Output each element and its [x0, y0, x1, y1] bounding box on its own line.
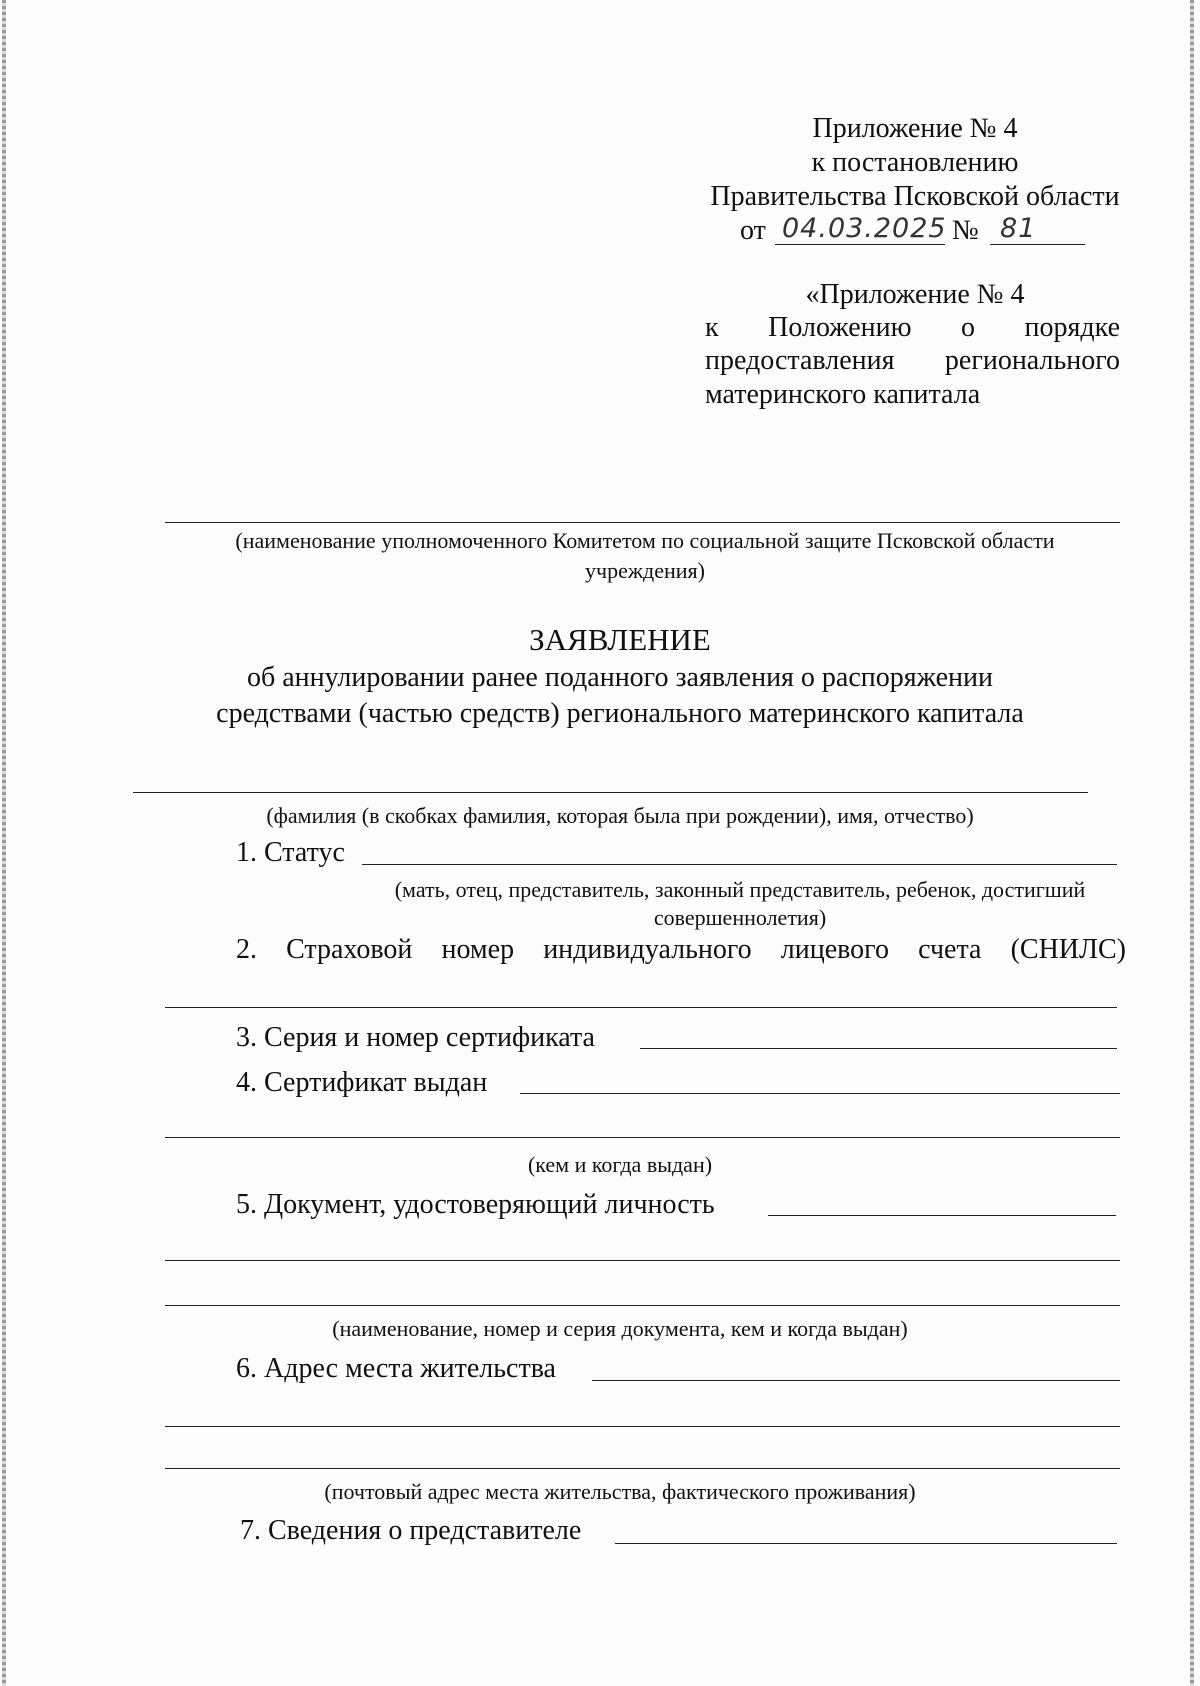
date-line: [775, 244, 945, 245]
address-line-2: [165, 1426, 1120, 1427]
identity-doc-label: 5. Документ, удостоверяющий личность: [236, 1189, 715, 1220]
address-line-1: [592, 1380, 1120, 1381]
scan-edge-left: [2, 0, 6, 1686]
cert-issued-line-1: [520, 1093, 1120, 1094]
cert-series-label: 3. Серия и номер сертификата: [236, 1022, 595, 1053]
institution-caption: (наименование уполномоченного Комитетом по социальной защите Псковской области учреждения): [235, 528, 1055, 583]
identity-doc-line-2: [165, 1260, 1120, 1261]
header-line-1: Приложение № 4: [812, 113, 1018, 144]
cert-issued-label: 4. Сертификат выдан: [236, 1067, 488, 1098]
cert-issued-line-2: [165, 1137, 1120, 1138]
annex-line-3: предоставления регионального: [705, 345, 1120, 376]
header-line-2: к постановлению: [811, 147, 1019, 178]
handwritten-number: 81: [1000, 213, 1037, 244]
handwritten-date: 04.03.2025: [782, 213, 947, 244]
cert-issued-caption: (кем и когда выдан): [527, 1152, 713, 1177]
status-line: [362, 864, 1117, 865]
date-prefix: от: [740, 215, 766, 246]
representative-line: [615, 1543, 1117, 1544]
representative-label: 7. Сведения о представителе: [240, 1515, 582, 1546]
status-label: 1. Статус: [236, 837, 345, 868]
number-line: [990, 244, 1085, 245]
snils-label: 2. Страховой номер индивидуального лицевого счета (СНИЛС): [236, 934, 1126, 965]
identity-doc-caption: (наименование, номер и серия документа, кем и когда выдан): [332, 1316, 908, 1341]
annex-line-2: к Положению о порядке: [705, 312, 1120, 343]
number-sign: №: [952, 215, 979, 246]
scan-edge-right: [1190, 0, 1194, 1686]
identity-doc-line-1: [768, 1215, 1116, 1216]
fio-line: [133, 792, 1088, 793]
title-subtitle-line-2: средствами (частью средств) регионального материнского капитала: [216, 698, 1024, 729]
annex-line-4: материнского капитала: [705, 379, 981, 410]
snils-line: [165, 1007, 1117, 1008]
institution-line: [165, 522, 1120, 523]
cert-series-line: [640, 1048, 1117, 1049]
title-subtitle-line-1: об аннулировании ранее поданного заявления о распоряжении: [246, 662, 994, 693]
address-caption: (почтовый адрес места жительства, фактического проживания): [324, 1479, 916, 1504]
address-line-3: [165, 1468, 1120, 1469]
header-line-3: Правительства Псковской области: [710, 181, 1120, 212]
status-caption: (мать, отец, представитель, законный представитель, ребенок, достигший совершеннолетия): [394, 877, 1086, 930]
fio-caption: (фамилия (в скобках фамилия, которая была при рождении), имя, отчество): [266, 803, 974, 828]
address-label: 6. Адрес места жительства: [236, 1353, 556, 1384]
identity-doc-line-3: [165, 1305, 1120, 1306]
document-title: ЗАЯВЛЕНИЕ: [529, 622, 711, 657]
annex-title: «Приложение № 4: [805, 279, 1025, 310]
